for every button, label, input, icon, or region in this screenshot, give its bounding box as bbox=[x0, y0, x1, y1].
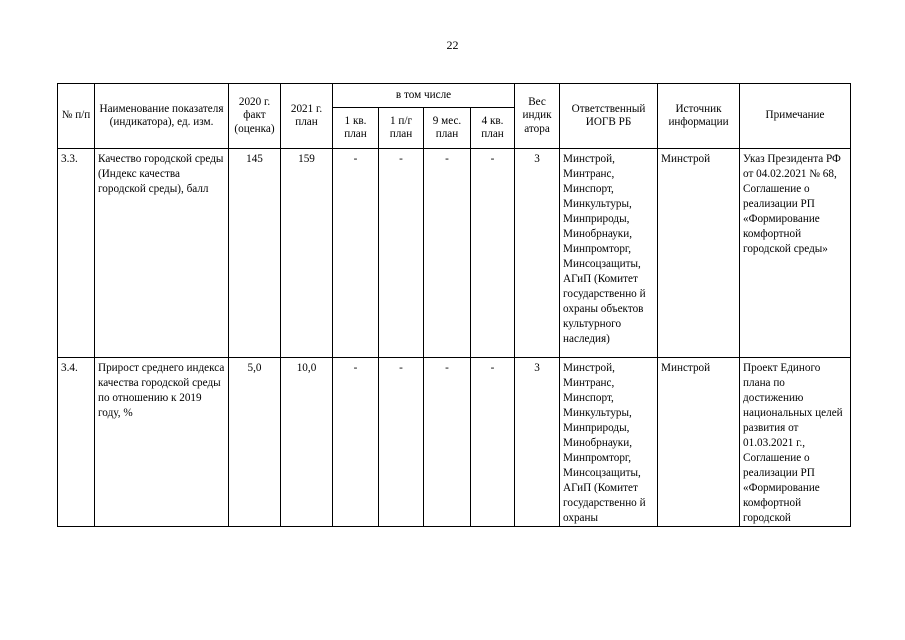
cell-num: 3.4. bbox=[58, 358, 95, 527]
header-including: в том числе bbox=[333, 84, 515, 108]
cell-responsible: Минстрой, Минтранс, Минспорт, Минкультуры, Минприроды, Минобрнауки, Минпромторг, Минсоцзащиты, АГиП (Комитет государственно й охраны bbox=[560, 358, 658, 527]
cell-num: 3.3. bbox=[58, 149, 95, 358]
cell-source: Минстрой bbox=[658, 149, 740, 358]
header-9m: 9 мес. план bbox=[424, 108, 471, 149]
cell-plan-2021: 159 bbox=[281, 149, 333, 358]
cell-responsible: Минстрой, Минтранс, Минспорт, Минкультуры, Минприроды, Минобрнауки, Минпромторг, Минсоцзащиты, АГиП (Комитет государственно й охраны объектов культурного наследия) bbox=[560, 149, 658, 358]
cell-weight: 3 bbox=[515, 358, 560, 527]
cell-fact-2020: 5,0 bbox=[229, 358, 281, 527]
cell-fact-2020: 145 bbox=[229, 149, 281, 358]
cell-source: Минстрой bbox=[658, 358, 740, 527]
header-q4: 4 кв. план bbox=[471, 108, 515, 149]
cell-9m: - bbox=[424, 149, 471, 358]
header-h1: 1 п/г план bbox=[379, 108, 424, 149]
cell-plan-2021: 10,0 bbox=[281, 358, 333, 527]
table-header-row bbox=[58, 84, 851, 108]
header-responsible: Ответственный ИОГВ РБ bbox=[560, 84, 658, 149]
header-plan-2021: 2021 г. план bbox=[281, 84, 333, 149]
cell-note: Указ Президента РФ от 04.02.2021 № 68, Соглашение о реализации РП «Формирование комфортной городской среды» bbox=[740, 149, 851, 358]
cell-name: Качество городской среды (Индекс качества городской среды), балл bbox=[95, 149, 229, 358]
cell-9m: - bbox=[424, 358, 471, 527]
cell-q4: - bbox=[471, 149, 515, 358]
header-fact-2020: 2020 г. факт (оценка) bbox=[229, 84, 281, 149]
header-name: Наименование показателя (индикатора), ед. изм. bbox=[95, 84, 229, 149]
header-num: № п/п bbox=[58, 84, 95, 149]
page-number: 22 bbox=[446, 38, 459, 52]
indicators-table bbox=[57, 83, 851, 527]
cell-h1: - bbox=[379, 358, 424, 527]
header-q1: 1 кв. план bbox=[333, 108, 379, 149]
header-source: Источник информации bbox=[658, 84, 740, 149]
cell-q1: - bbox=[333, 358, 379, 527]
cell-weight: 3 bbox=[515, 149, 560, 358]
header-note: Примечание bbox=[740, 84, 851, 149]
cell-name: Прирост среднего индекса качества городской среды по отношению к 2019 году, % bbox=[95, 358, 229, 527]
header-weight: Вес индик атора bbox=[515, 84, 560, 149]
cell-note: Проект Единого плана по достижению национальных целей развития от 01.03.2021 г., Соглашение о реализации РП «Формирование комфортной городской bbox=[740, 358, 851, 527]
table-row bbox=[58, 149, 851, 358]
table-row bbox=[58, 358, 851, 527]
cell-q1: - bbox=[333, 149, 379, 358]
cell-q4: - bbox=[471, 358, 515, 527]
cell-h1: - bbox=[379, 149, 424, 358]
